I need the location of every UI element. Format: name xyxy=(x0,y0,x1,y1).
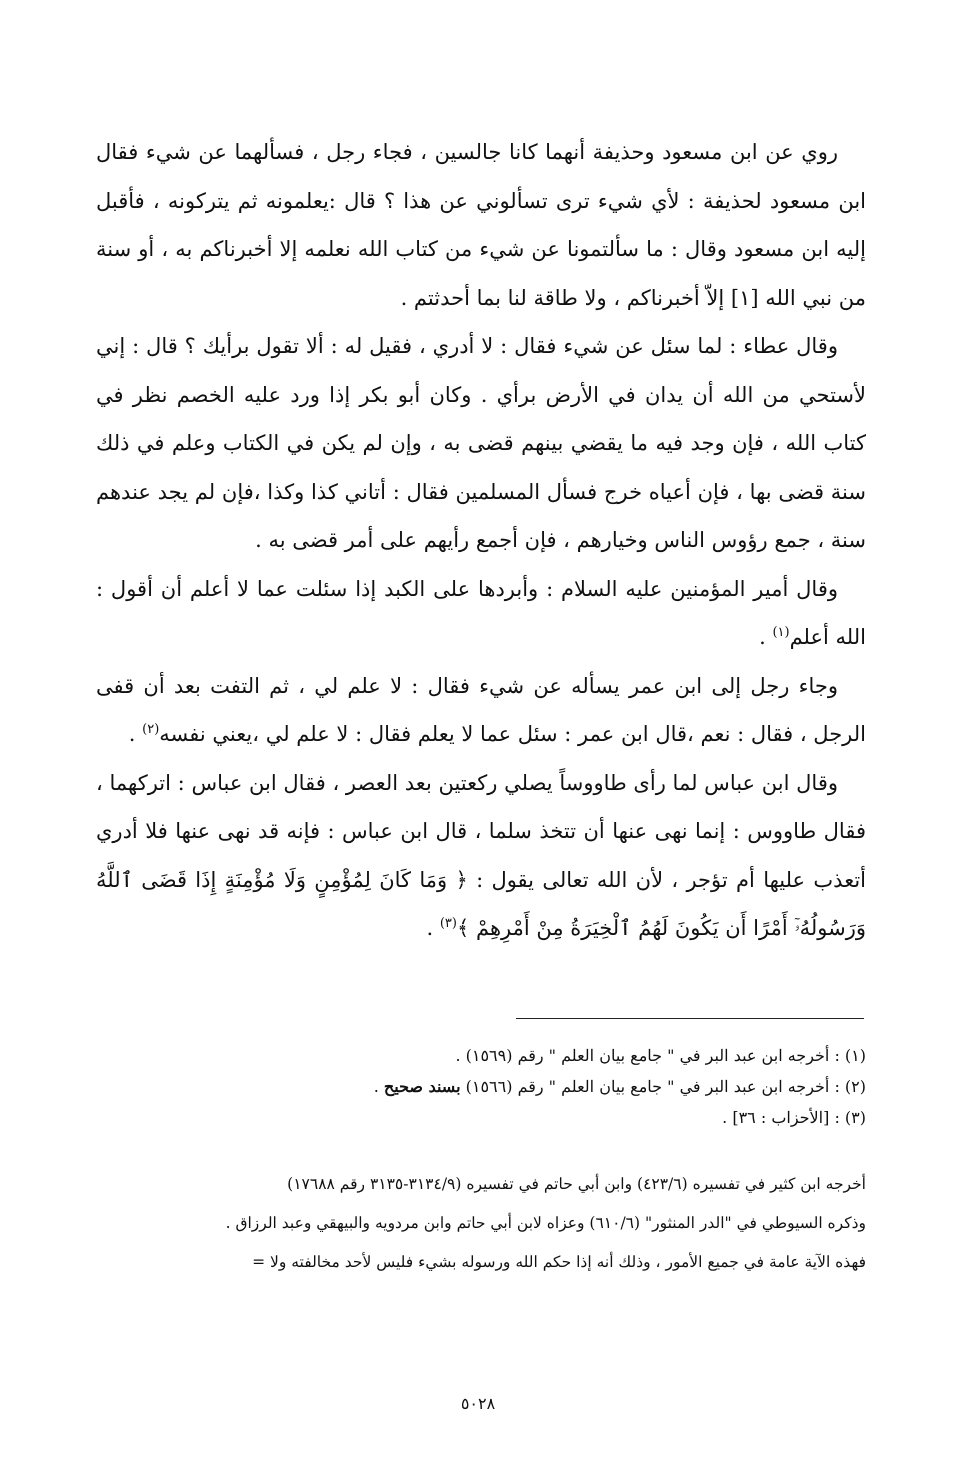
commentary-line-2: وذكره السيوطي في "الدر المنثور" (٦١٠/٦) وعزاه لابن أبي حاتم وابن مردويه والبيهقي وعبد الرزاق . xyxy=(225,1214,866,1232)
footnotes xyxy=(96,1040,866,1133)
paragraph-ibn-abbas: وقال ابن عباس لما رأى طاووساً يصلي ركعتين بعد العصر ، فقال ابن عباس : اتركهما ، فقال طاووس : إنما نهى عنها أن تتخذ سلما ، قال ابن عباس : فإنه قد نهى عنها فلا أدري أتعذب عليها أم تؤجر ، لأن الله تعالى يقول : ﴿ وَمَا كَانَ لِمُؤْمِنٍ وَلَا مُؤْمِنَةٍ إِذَا قَضَى ٱللَّهُ وَرَسُولُهُۥٓ أَمْرًا أَن يَكُونَ لَهُمُ ٱلْخِيَرَةُ مِنْ أَمْرِهِمْ ﴾$^{(٣)}$ . xyxy=(96,770,866,940)
footnote-1: (١) : أخرجه ابن عبد البر في " جامع بيان العلم " رقم (١٥٦٩) . xyxy=(455,1046,866,1065)
paragraph-ata: وقال عطاء : لما سئل عن شيء فقال : لا أدري ، فقيل له : ألا تقول برأيك ؟ قال : إني لأستحي من الله أن يدان في الأرض برأي . وكان أبو بكر إذا ورد عليه الخصم نظر في كتاب الله ، فإن وجد فيه ما يقضي بينهم قضى به ، وإن لم يكن في الكتاب وعلم في ذلك سنة قضى بها ، فإن أعياه خرج فسأل المسلمين فقال : أتاني كذا وكذا ،فإن لم يجد عندهم سنة ، جمع رؤوس الناس وخيارهم ، فإن أجمع رأيهم على أمر قضى به . xyxy=(96,334,866,552)
page-number: ٥٠٢٨ xyxy=(460,1394,496,1413)
footnote-2-grading: بسند صحيح xyxy=(383,1077,461,1096)
paragraph-amir-al-muminin: وقال أمير المؤمنين عليه السلام : وأبردها على الكبد إذا سئلت عما لا أعلم أن أقول : الله أعلم$^{(١)}$ . xyxy=(96,576,866,649)
footnote-3-commentary xyxy=(96,1165,866,1282)
commentary-line-3: فهذه الآية عامة في جميع الأمور ، وذلك أنه إذا حكم الله ورسوله بشيء فليس لأحد مخالفته ولا = xyxy=(252,1253,866,1271)
paragraph-ibn-masud: روي عن ابن مسعود وحذيفة أنهما كانا جالسين ، فجاء رجل ، فسألهما عن شيء فقال ابن مسعود لحذيفة : لأي شيء ترى تسألوني عن هذا ؟ قال :يعلمونه ثم يتركونه ، فأقبل إليه ابن مسعود وقال : ما سألتمونا عن شيء من كتاب الله نعلمه إلا أخبرناكم به ، أو سنة من نبي الله [١] إلاّ أخبرناكم ، ولا طاقة لنا بما أحدثتم . xyxy=(96,140,866,310)
footnote-2: (٢) : أخرجه ابن عبد البر في " جامع بيان العلم " رقم (١٥٦٦) بسند صحيح . xyxy=(373,1077,866,1096)
footnote-ref-3: (٣) xyxy=(439,916,457,931)
commentary-line-1: أخرجه ابن كثير في تفسيره (٤٢٣/٦) وابن أبي حاتم في تفسيره (٣١٣٤/٩-٣١٣٥ رقم ١٧٦٨٨) xyxy=(287,1175,866,1193)
paragraph-ibn-umar: وجاء رجل إلى ابن عمر يسأله عن شيء فقال : لا علم لي ، ثم التفت بعد أن قفى الرجل ، فقال : نعم ،قال ابن عمر : سئل عما لا يعلم فقال : لا علم لي ،يعني نفسه$^{(٢)}$ . xyxy=(96,673,866,746)
footnote-3: (٣) : [الأحزاب : ٣٦] . xyxy=(722,1108,866,1127)
footnote-ref-1: (١) xyxy=(772,625,790,640)
main-text xyxy=(96,128,866,953)
footnote-ref-2: (٢) xyxy=(142,722,160,737)
footnote-divider xyxy=(516,1018,864,1019)
